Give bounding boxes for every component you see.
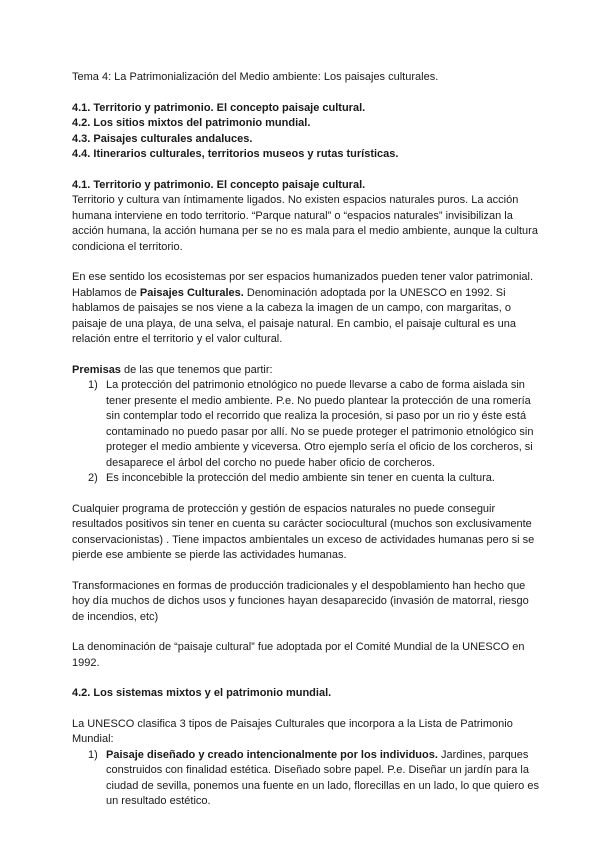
section-1-heading: 4.1. Territorio y patrimonio. El concepto paisaje cultural. <box>72 178 366 191</box>
paragraph: Territorio y cultura van íntimamente ligados. No existen espacios naturales puros. La acción humana interviene en todo territorio. “Parque natural” o “espacios naturales” invisibilizan la acción humana, la acción humana per se no es mala para el medio ambiente, aunque la cultura condiciona el territorio. <box>72 194 538 253</box>
toc-item: 4.3. Paisajes culturales andaluces. <box>72 132 253 145</box>
list-item: 2) Es inconcebible la protección del medio ambiente sin tener en cuenta la cultura. <box>88 472 495 484</box>
paragraph: Transformaciones en formas de producción tradicionales y el despoblamiento han hecho que hoy día muchos de dichos usos y funciones hayan desaparecido (invasión de matorral, riesgo de incendios, etc) <box>72 579 529 623</box>
toc-item: 4.4. Itinerarios culturales, territorios museos y rutas turísticas. <box>72 148 399 160</box>
premisas-list <box>72 378 540 487</box>
list-item: 1) La protección del patrimonio etnológico no puede llevarse a cabo de forma aislada sin tener presente el medio ambiente. P.e. No puedo plantear la protección de una romería sin contemplar todo el recorrido que realiza la procesión, si paso por un rio y éste está contaminado no puedo pasar por allí. No se puede proteger el patrimonio etnológico sin proteger el medio ambiente y viceversa. Otro ejemplo sería el oficio de los corcheros, si desaparece el árbol del corcho no puede haber oficio de corcheros. <box>88 379 534 469</box>
paragraph: La UNESCO clasifica 3 tipos de Paisajes Culturales que incorpora a la Lista de Patrimonio Mundial: <box>72 717 513 745</box>
bold-term: Premisas <box>72 363 121 376</box>
bold-term: Paisajes Culturales. <box>139 286 244 299</box>
toc-item: 4.2. Los sitios mixtos del patrimonio mundial. <box>72 117 311 129</box>
list-item: 1) Paisaje diseñado y creado intencionalmente por los individuos. Jardines, parques construidos con finalidad estética. Diseñado sobre papel. P.e. Diseñar un jardín para la ciudad de sevilla, ponemos una fuente en un lado, florecillas en un lado, lo que quiero es un resultado estético. <box>88 748 539 807</box>
paragraph: Cualquier programa de protección y gestión de espacios naturales no puede conseguir resultados positivos sin tener en cuenta su carácter sociocultural (muchos son exclusivamente conservacionistas) . Tiene impactos ambientales un exceso de actividades humanas pero si se pierde ese ambiente se pierde las actividades humanas. <box>72 502 535 561</box>
document-title: Tema 4: La Patrimonialización del Medio ambiente: Los paisajes culturales. <box>72 71 439 83</box>
premisas-intro: Premisas de las que tenemos que partir: <box>72 363 273 376</box>
paragraph: La denominación de “paisaje cultural” fue adoptada por el Comité Mundial de la UNESCO en 1992. <box>72 641 525 669</box>
toc-item: 4.1. Territorio y patrimonio. El concepto paisaje cultural. <box>72 101 366 114</box>
table-of-contents <box>72 101 540 163</box>
section-2-heading: 4.2. Los sistemas mixtos y el patrimonio mundial. <box>72 687 332 699</box>
tipos-list <box>72 748 540 810</box>
bold-term: Paisaje diseñado y creado intencionalmente por los individuos. <box>106 748 438 761</box>
paragraph: En ese sentido los ecosistemas por ser espacios humanizados pueden tener valor patrimonial. Hablamos de Paisajes Culturales. Denominación adoptada por la UNESCO en 1992. Si hablamos de paisajes se nos viene a la cabeza la imagen de un campo, con margaritas, o paisaje de una playa, de una selva, el paisaje natural. En cambio, el paisaje cultural es una relación entre el territorio y el valor cultural. <box>72 271 534 345</box>
